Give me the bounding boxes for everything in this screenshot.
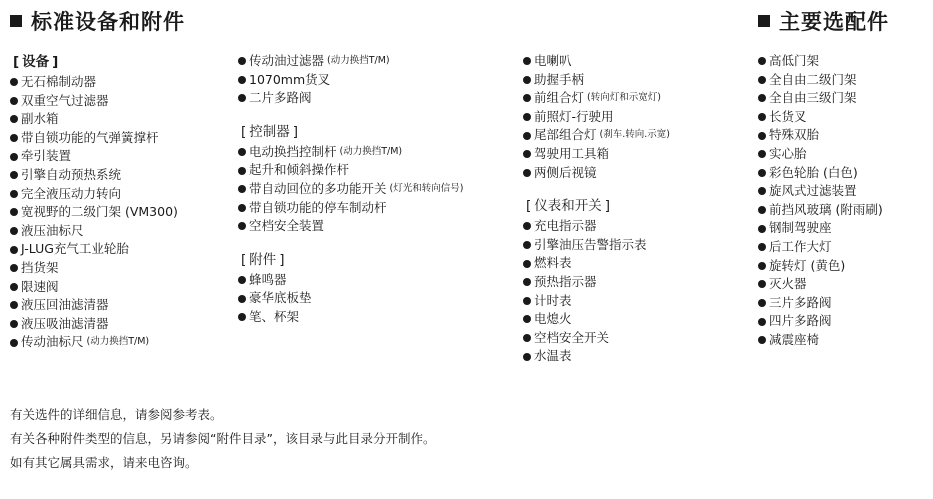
list-item <box>238 199 463 218</box>
bullet-dot-icon <box>758 150 766 158</box>
bullet-dot-icon <box>758 187 766 195</box>
item-text: 特殊双胎 <box>769 127 820 143</box>
list-item <box>238 217 463 236</box>
category-controls: [ 控制器 ] <box>241 123 299 140</box>
item-text: 引擎自动预热系统 <box>21 166 122 182</box>
list-item <box>758 52 883 71</box>
list-item <box>238 271 463 290</box>
item-text: 钢制驾驶座 <box>769 220 832 236</box>
list-item <box>758 126 883 145</box>
bullet-dot-icon <box>10 320 18 328</box>
standard-equipment-title: 标准设备和附件 <box>31 10 185 34</box>
list-item <box>10 259 178 278</box>
item-text: 传动油标尺 <box>21 334 84 350</box>
bullet-dot-icon <box>758 76 766 84</box>
list-item <box>523 52 670 71</box>
column-3 <box>523 52 670 366</box>
item-note: (灯光和转向信号) <box>389 182 464 194</box>
square-bullet-icon <box>10 15 22 27</box>
list-item <box>523 108 670 127</box>
bullet-dot-icon <box>238 295 246 303</box>
list-item <box>758 312 883 331</box>
list-item <box>238 180 463 199</box>
bullet-dot-icon <box>758 336 766 344</box>
bullet-dot-icon <box>10 208 18 216</box>
item-text: 两侧后视镜 <box>534 164 597 180</box>
bullet-dot-icon <box>523 113 531 121</box>
bullet-dot-icon <box>758 262 766 270</box>
list-item <box>523 347 670 366</box>
item-text: 牵引装置 <box>21 148 72 164</box>
item-text: 水温表 <box>534 348 572 364</box>
bullet-dot-icon <box>758 225 766 233</box>
list-item <box>523 89 670 108</box>
bullet-dot-icon <box>758 243 766 251</box>
item-note: (刹车.转向.示宽) <box>599 129 670 141</box>
footer-line: 有关各种附件类型的信息，另请参阅“附件目录”，该目录与此目录分开制作。 <box>10 431 436 446</box>
item-text: 高低门架 <box>769 53 820 68</box>
list-item <box>758 71 883 90</box>
list-item <box>238 308 463 327</box>
item-text: 副水箱 <box>21 111 59 127</box>
list-item <box>10 147 178 166</box>
item-text: 带自锁功能的停车制动杆 <box>249 199 387 215</box>
item-text: 灭火器 <box>769 276 807 292</box>
item-text: 液压吸油滤清器 <box>21 315 109 331</box>
list-item <box>238 89 463 108</box>
bullet-dot-icon <box>523 297 531 305</box>
item-text: 实心胎 <box>769 145 807 161</box>
bullet-dot-icon <box>10 134 18 142</box>
main-options-heading <box>758 6 889 36</box>
item-text: 笔、杯架 <box>249 308 300 324</box>
item-text: 带自锁功能的气弹簧撑杆 <box>21 129 159 145</box>
item-text: 无石棉制动器 <box>21 74 97 89</box>
list-item <box>758 164 883 183</box>
item-text: J-LUG充气工业轮胎 <box>21 241 129 257</box>
item-text: 驾驶用工具箱 <box>534 145 610 161</box>
item-text: 二片多路阀 <box>249 90 312 106</box>
list-item <box>238 71 463 90</box>
bullet-dot-icon <box>523 169 531 177</box>
bullet-dot-icon <box>523 150 531 158</box>
item-text: 电喇叭 <box>534 53 572 68</box>
item-text: 彩色轮胎 (白色) <box>769 164 858 180</box>
bullet-dot-icon <box>523 334 531 342</box>
item-text: 预热指示器 <box>534 273 597 289</box>
item-text: 传动油过滤器 <box>249 53 325 68</box>
list-item <box>10 110 178 129</box>
list-item <box>238 161 463 180</box>
list-item <box>758 294 883 313</box>
options-column <box>758 52 883 350</box>
item-text: 全自由三级门架 <box>769 90 857 106</box>
item-text: 四片多路阀 <box>769 313 832 329</box>
bullet-dot-icon <box>238 276 246 284</box>
list-item <box>758 275 883 294</box>
list-item <box>10 315 178 334</box>
list-item <box>10 333 178 352</box>
list-item <box>758 238 883 257</box>
bullet-dot-icon <box>238 185 246 193</box>
bullet-dot-icon <box>10 283 18 291</box>
list-item <box>758 257 883 276</box>
item-text: 尾部组合灯 <box>534 127 597 143</box>
list-item <box>523 126 670 145</box>
item-text: 引擎油压告警指示表 <box>534 236 647 252</box>
bullet-dot-icon <box>523 94 531 102</box>
standard-equipment-heading <box>10 6 185 36</box>
footer-line: 如有其它属具需求，请来电咨询。 <box>10 455 198 470</box>
item-text: 限速阀 <box>21 278 59 294</box>
list-item <box>10 166 178 185</box>
item-text: 1070mm货叉 <box>249 71 331 87</box>
list-item <box>10 185 178 204</box>
bullet-dot-icon <box>10 190 18 198</box>
bullet-dot-icon <box>238 167 246 175</box>
bullet-dot-icon <box>238 94 246 102</box>
bullet-dot-icon <box>10 264 18 272</box>
list-item <box>523 71 670 90</box>
bullet-dot-icon <box>238 313 246 321</box>
item-text: 完全液压动力转向 <box>21 185 122 201</box>
list-item <box>523 217 670 236</box>
square-bullet-icon <box>758 15 770 27</box>
bullet-dot-icon <box>523 132 531 140</box>
category-accessories: [ 附件 ] <box>241 251 285 268</box>
list-item <box>523 329 670 348</box>
item-text: 电熄火 <box>534 311 572 327</box>
bullet-dot-icon <box>238 222 246 230</box>
bullet-dot-icon <box>238 204 246 212</box>
list-item <box>758 331 883 350</box>
item-text: 空档安全开关 <box>534 329 610 345</box>
item-text: 充电指示器 <box>534 218 597 234</box>
list-item <box>10 129 178 148</box>
category-meters-switches: [ 仪表和开关 ] <box>526 198 611 215</box>
item-text: 计时表 <box>534 292 572 308</box>
bullet-dot-icon <box>523 315 531 323</box>
list-item <box>10 222 178 241</box>
bullet-dot-icon <box>238 76 246 84</box>
item-text: 前挡风玻璃 (附雨刷) <box>769 201 883 217</box>
item-text: 前组合灯 <box>534 90 585 106</box>
item-text: 宽视野的二级门架 (VM300) <box>21 204 178 220</box>
list-item <box>238 52 463 71</box>
bullet-dot-icon <box>523 76 531 84</box>
bullet-dot-icon <box>10 339 18 347</box>
item-note: (动力换挡T/M) <box>86 336 150 348</box>
list-item <box>10 73 178 92</box>
list-item <box>10 240 178 259</box>
list-item <box>523 164 670 183</box>
item-note: (转向灯和示宽灯) <box>587 92 661 104</box>
bullet-dot-icon <box>523 260 531 268</box>
list-item <box>758 219 883 238</box>
bullet-dot-icon <box>758 318 766 326</box>
category-equipment: [ 设备 ] <box>13 54 59 71</box>
item-text: 减震座椅 <box>769 331 820 347</box>
bullet-dot-icon <box>10 301 18 309</box>
list-item <box>523 236 670 255</box>
list-item <box>758 89 883 108</box>
bullet-dot-icon <box>523 353 531 361</box>
bullet-dot-icon <box>758 299 766 307</box>
equipment-column <box>10 52 178 352</box>
item-text: 起升和倾斜操作杆 <box>249 162 350 178</box>
item-text: 液压油标尺 <box>21 222 84 238</box>
list-item <box>523 310 670 329</box>
item-note: (动力换挡T/M) <box>339 145 403 157</box>
item-text: 燃料表 <box>534 255 572 271</box>
item-text: 长货叉 <box>769 108 807 124</box>
item-text: 后工作大灯 <box>769 238 832 254</box>
item-text: 电动换挡控制杆 <box>249 143 337 159</box>
list-item <box>758 182 883 201</box>
bullet-dot-icon <box>523 57 531 65</box>
bullet-dot-icon <box>758 113 766 121</box>
list-item <box>238 289 463 308</box>
bullet-dot-icon <box>238 57 246 65</box>
main-options-title: 主要选配件 <box>779 10 889 34</box>
footer-line: 有关选件的详细信息，请参阅参考表。 <box>10 407 223 422</box>
item-text: 双重空气过滤器 <box>21 92 109 108</box>
list-item <box>10 203 178 222</box>
bullet-dot-icon <box>10 153 18 161</box>
column-2 <box>238 52 463 327</box>
bullet-dot-icon <box>10 97 18 105</box>
item-text: 三片多路阀 <box>769 294 832 310</box>
item-text: 旋风式过滤装置 <box>769 183 857 199</box>
bullet-dot-icon <box>523 278 531 286</box>
item-text: 助握手柄 <box>534 71 585 87</box>
bullet-dot-icon <box>10 227 18 235</box>
item-text: 前照灯-行驶用 <box>534 108 614 124</box>
item-note: (动力换挡T/M) <box>327 55 390 66</box>
item-text: 蜂鸣器 <box>249 271 287 287</box>
list-item <box>10 296 178 315</box>
bullet-dot-icon <box>758 169 766 177</box>
item-text: 带自动回位的多功能开关 <box>249 180 387 196</box>
item-text: 豪华底板垫 <box>249 290 312 306</box>
bullet-dot-icon <box>758 280 766 288</box>
list-item <box>758 108 883 127</box>
bullet-dot-icon <box>758 132 766 140</box>
list-item <box>10 278 178 297</box>
list-item <box>10 92 178 111</box>
bullet-dot-icon <box>10 115 18 123</box>
list-item <box>758 201 883 220</box>
item-text: 旋转灯 (黄色) <box>769 257 846 273</box>
footer-notes <box>10 403 435 475</box>
list-item <box>238 143 463 162</box>
bullet-dot-icon <box>10 246 18 254</box>
bullet-dot-icon <box>238 148 246 156</box>
bullet-dot-icon <box>523 241 531 249</box>
bullet-dot-icon <box>523 222 531 230</box>
list-item <box>758 145 883 164</box>
bullet-dot-icon <box>758 94 766 102</box>
item-text: 液压回油滤清器 <box>21 297 109 313</box>
item-text: 空档安全装置 <box>249 218 325 234</box>
item-text: 挡货架 <box>21 259 59 275</box>
item-text: 全自由二级门架 <box>769 71 857 87</box>
bullet-dot-icon <box>10 78 18 86</box>
bullet-dot-icon <box>758 57 766 65</box>
list-item <box>523 145 670 164</box>
list-item <box>523 273 670 292</box>
list-item <box>523 292 670 311</box>
bullet-dot-icon <box>758 206 766 214</box>
bullet-dot-icon <box>10 171 18 179</box>
list-item <box>523 254 670 273</box>
